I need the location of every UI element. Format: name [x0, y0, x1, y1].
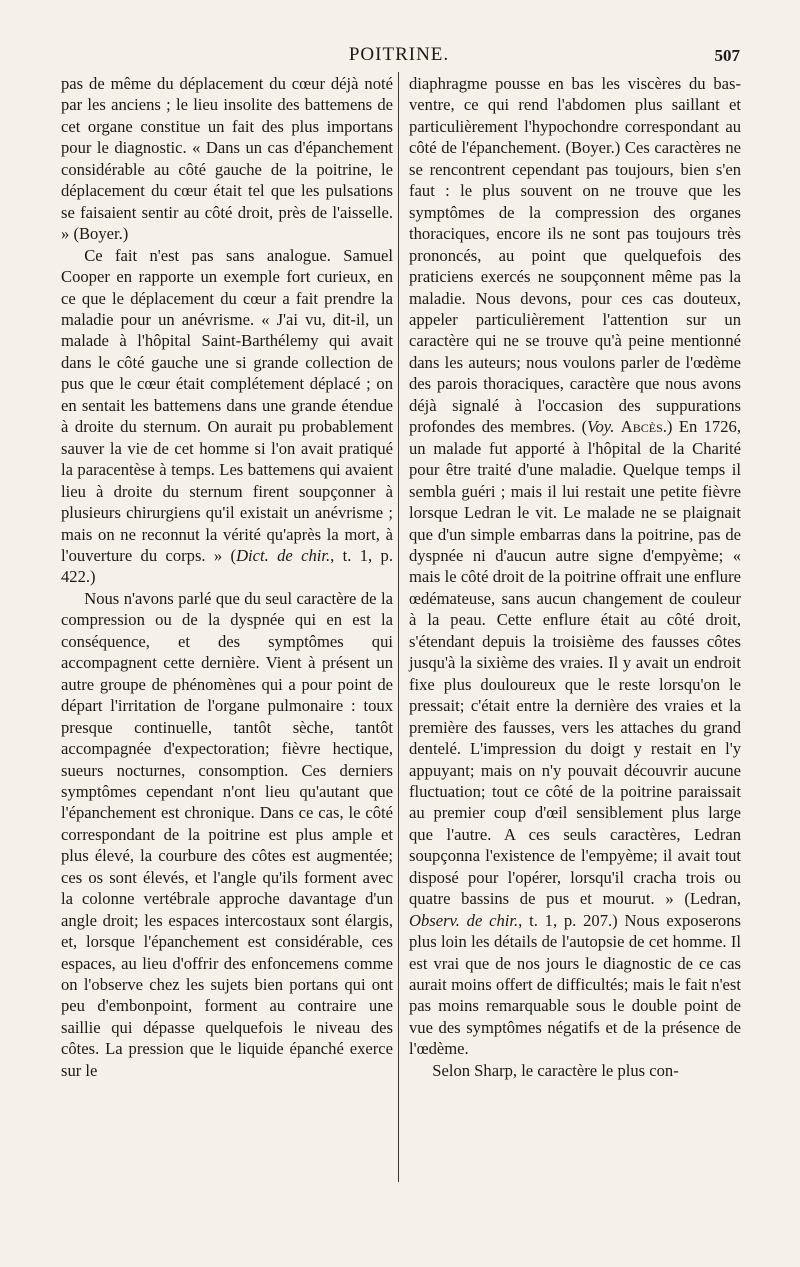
page-number: 507	[714, 46, 740, 65]
paragraph	[61, 245, 393, 588]
page-title: POITRINE.	[348, 44, 450, 65]
paragraph-text: pas de même du déplacement du cœur déjà noté par les anciens ; le lieu insolite des battemens de cet organe constitue un fait des plus importans pour le diagnostic. « Dans un cas d'épanchement considérable au côté gauche de la poitrine, le déplacement du cœur était tel que les pulsations se faisaient sentir au côté droit, près de l'aisselle. » (Boyer.)	[61, 74, 393, 244]
paragraph	[61, 73, 393, 245]
paragraph	[61, 588, 393, 1081]
cross-reference: Voy.	[587, 417, 615, 437]
paragraph-text: diaphragme pousse en bas les viscères du bas-ventre, ce qui rend l'abdomen plus saillant et particulièrement l'hypochondre correspondant au côté de l'épanchement. (Boyer.) Ces caractères ne se rencontrent cependant pas toujours, bien s'en faut : le plus souvent on ne trouve que les symptômes de la compression des organes thoraciques, encore ils ne sont pas toujours très prononcés, au point que quelquefois des praticiens exercés ne soupçonnent même pas la maladie. Nous devons, pour ces cas douteux, appeler particulièrement l'attention sur un caractère qui ne se trouve qu'à peine mentionné dans les auteurs; nous voulons parler de l'œdème des parois thoraciques, caractère que nous avons déjà signalé à l'occasion des suppurations profondes des membres. (	[409, 74, 741, 437]
column-divider	[398, 72, 399, 1182]
citation-title: Observ. de chir.	[409, 910, 519, 930]
running-head	[58, 42, 740, 70]
paragraph	[409, 1060, 741, 1081]
cross-reference-term: Abcès	[620, 417, 663, 437]
citation-title: Dict. de chir.	[236, 545, 331, 565]
paragraph-text: Selon Sharp, le caractère le plus con-	[432, 1060, 679, 1080]
left-column	[61, 73, 393, 1081]
paragraph-text: Ce fait n'est pas sans analogue. Samuel Cooper en rapporte un exemple fort curieux, en ce que le déplacement du cœur a fait prendre la maladie pour un anévrisme. « J'ai vu, dit-il, un malade à l'hôpital Saint-Barthélemy qui avait dans le côté gauche une si grande collection de pus que le cœur était complétement déplacé ; on en sentait les battemens dans une grande étendue à droite du sternum. On aurait pu probablement sauver la vie de cet homme si l'on avait pratiqué la paracentèse à temps. Les battemens qui avaient lieu à droite du sternum firent soupçonner à plusieurs chirurgiens qu'il existait un anévrisme ; mais on ne reconnut la vérité qu'après la mort, à l'ouverture du corps. » (	[61, 245, 393, 565]
right-column	[409, 73, 741, 1081]
paragraph-text: .) En 1726, un malade fut apporté à l'hôpital de la Charité pour être traité d'une maladie. Quelque temps il sembla guéri ; mais il lui restait une petite fièvre lorsque Ledran le vit. Le malade ne se plaignait que d'un simple embarras dans la poitrine, pas de dyspnée ni d'aucun autre signe d'empyème; « mais le côté droit de la poitrine offrait une enflure œdémateuse, sans aucun changement de couleur à la peau. Cette enflure était au côté droit, s'étendant depuis la troisième des fausses côtes jusqu'à la sixième des vraies. Il y avait un endroit fixe plus douloureux que le reste lorsqu'on le pressait; c'était entre la dernière des vraies et la première des fausses, vers les attaches du grand dentelé. L'impression du doigt y restait en l'y appuyant; mais on n'y pouvait découvrir aucune fluctuation; tout ce côté de la poitrine paraissait au premier coup d'œil sensiblement plus large que l'autre. A ces seuls caractères, Ledran soupçonna l'existence de l'empyème; il avait tout disposé pour l'opérer, lorsqu'il cracha trois ou quatre bassins de pus et mourut. » (Ledran,	[409, 417, 741, 909]
paragraph-text: , t. 1, p. 422.)	[61, 545, 393, 587]
paragraph-text: , t. 1, p. 207.) Nous exposerons plus loin les détails de l'autopsie de cet homme. Il est vrai que de nos jours le diagnostic de ce cas aurait moins offert de difficultés; mais le fait n'est pas moins remarquable sous le double point de vue des symptômes négatifs et de la présence de l'œdème.	[409, 910, 741, 1059]
paragraph	[409, 73, 741, 1060]
paragraph-text: Nous n'avons parlé que du seul caractère de la compression ou de la dyspnée qui en est la conséquence, et des symptômes qui accompagnent cette dernière. Vient à présent un autre groupe de phénomènes qui a pour point de départ l'irritation de l'organe pulmonaire : toux presque continuelle, tantôt sèche, tantôt accompagnée d'expectoration; fièvre hectique, sueurs nocturnes, consomption. Ces derniers symptômes cependant n'ont lieu qu'autant que l'épanchement est chronique. Dans ce cas, le côté correspondant de la poitrine est plus ample et plus élevé, la courbure des côtes est augmentée; ces os sont élevés, et l'angle qu'ils forment avec la colonne vertébrale approche davantage d'un angle droit; les espaces intercostaux sont élargis, et, lorsque l'épanchement est considérable, ces espaces, au lieu d'offrir des enfoncemens comme on l'observe chez les sujets bien portans qui ont peu d'embonpoint, forment au contraire une saillie qui dépasse quelquefois le niveau des côtes. La pression que le liquide épanché exerce sur le	[61, 588, 393, 1080]
